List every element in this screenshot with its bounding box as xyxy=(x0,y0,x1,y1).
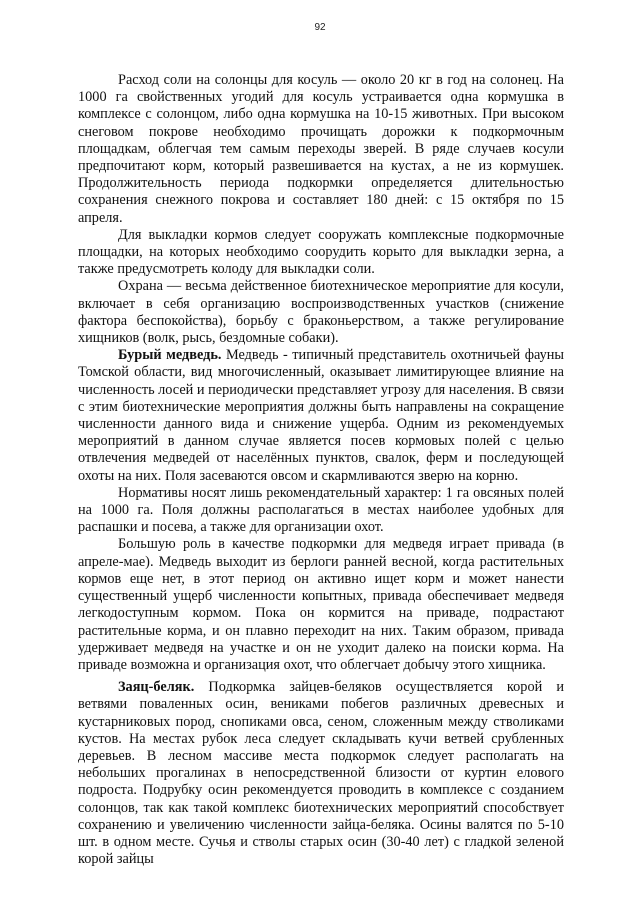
paragraph-salt-licks xyxy=(78,72,564,227)
section-heading-brown-bear: Бурый медведь. xyxy=(118,347,222,364)
paragraph-bait xyxy=(78,536,564,674)
page-number: 92 xyxy=(314,22,326,33)
paragraph-text: Большую роль в качестве подкормки для медведя играет привада (в апреле-мае). Медведь выходит из берлоги ранней весной, когда растительных кормов еще нет, в этот период он активно ищет корм и может нанести существенный ущерб численности копытных, привада обеспечивает медведя легкодоступным кормом. Пока он кормится на приваде, подрастают растительные корма, и он плавно переходит на них. Таким образом, привада удерживает медведя на участке и он не уходит далеко на поиски корма. На приваде возможна и организация охот, что облегчает добычу этого хищника. xyxy=(78,536,564,673)
paragraph-brown-bear xyxy=(78,347,564,485)
paragraph-text: Для выкладки кормов следует сооружать комплексные подкормочные площадки, на которых необходимо соорудить корыто для выкладки зерна, а также предусмотреть колоду для выкладки соли. xyxy=(78,226,564,278)
paragraph-feeding-sites xyxy=(78,227,564,279)
paragraph-hare xyxy=(78,679,564,868)
body-text xyxy=(78,72,564,868)
paragraph-protection xyxy=(78,278,564,347)
paragraph-text: Подкормка зайцев-беляков осуществляется корой и ветвями поваленных осин, вениками побегов различных древесных и кустарниковых пород, снопиками овса, сеном, сложенным между стволиками кустов. На местах рубок леса следует складывать кучи ветвей срубленных деревьев. В лесном массиве места подкормок следует располагать на небольших прогалинах в непосредственной близости от куртин елового подроста. Подрубку осин рекомендуется проводить в комплексе с созданием солонцов, так как такой комплекс биотехнических мероприятий способствует сохранению и увеличению численности зайца-беляка. Осины валятся по 5-10 шт. в одном месте. Сучья и стволы старых осин (30-40 лет) с гладкой зеленой корой зайцы xyxy=(78,679,564,868)
paragraph-text: Медведь - типичный представитель охотничьей фауны Томской области, вид многочисленный, оказывает лимитирующее влияние на численность лосей и периодически представляет угрозу для населения. В связи с этим биотехнические мероприятия должны быть направлены на сокращение численности данного вида и снижение ущерба. Одним из рекомендуемых мероприятий в данном случае является посев кормовых полей с целью отвлечения медведей от населённых пунктов, свалок, ферм и последующей охоты на них. Поля засеваются овсом и скармливаются зверю на корню. xyxy=(78,347,564,484)
section-heading-hare: Заяц-беляк. xyxy=(118,679,195,696)
paragraph-norms xyxy=(78,485,564,537)
paragraph-text: Охрана — весьма действенное биотехническое мероприятие для косули, включает в себя организацию воспроизводственных участков (снижение фактора беспокойства), борьбу с браконьерством, а также регулирование хищников (волк, рысь, бездомные собаки). xyxy=(78,278,564,347)
paragraph-text: Нормативы носят лишь рекомендательный характер: 1 га овсяных полей на 1000 га. Поля должны располагаться в местах наиболее удобных для распашки и посева, а также для организации охот. xyxy=(78,484,564,536)
paragraph-text: Расход соли на солонцы для косуль — около 20 кг в год на солонец. На 1000 га свойственных угодий для косуль устраивается одна кормушка в комплексе с солонцом, либо одна кормушка на 10-15 животных. При высоком снеговом покрове необходимо прочищать дорожки к подкормочным площадкам, облегчая тем самым переходы зверей. В ряде случаев косули предпочитают корм, который развешивается на кустах, а не из кормушек. Продолжительность периода подкормки определяется длительностью сохранения снежного покрова и составляет 180 дней: с 15 октября по 15 апреля. xyxy=(78,72,564,226)
